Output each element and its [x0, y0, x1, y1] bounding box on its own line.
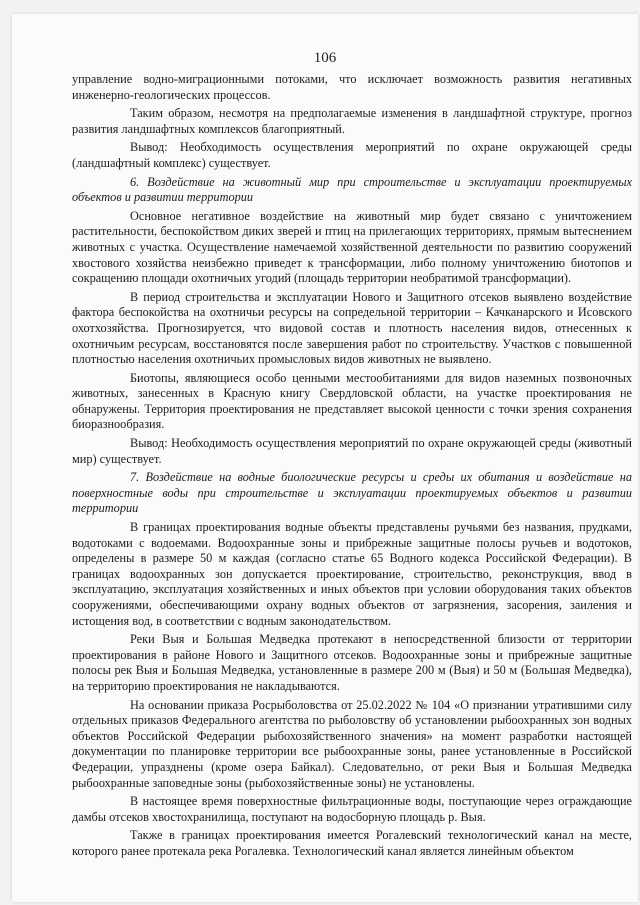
paragraph: Основное негативное воздействие на животный мир будет связано с уничтожением растительности, беспокойством диких зверей и птиц на прилегающих территориях, прямым вытеснением животных с участка. Осуществление намечаемой хозяйственной деятельности по развитию сооружений хвостового хозяйства неизбежно приведет к трансформации, либо полному уничтожению биотопов и сокращению площади охотничьих угодий (площадь территории необратимой трансформации).: [72, 208, 632, 286]
paragraph: Вывод: Необходимость осуществления мероприятий по охране окружающей среды (животный мир) существует.: [72, 436, 632, 466]
paragraph: Биотопы, являющиеся особо ценными местообитаниями для видов наземных позвоночных животных, занесенных в Красную книгу Свердловской области, на участке проектирования не обнаружены. Территория проектирования не представляет высокой ценности с точки зрения сохранения биоразнообразия.: [72, 370, 632, 432]
paragraph: Также в границах проектирования имеется Рогалевский технологический канал на месте, которого ранее протекала река Рогалевка. Технологический канал является линейным объектом: [72, 828, 632, 858]
paragraph: Таким образом, несмотря на предполагаемые изменения в ландшафтной структуре, прогноз развития ландшафтных комплексов благоприятный.: [72, 106, 632, 136]
document-page: [12, 14, 638, 902]
paragraph: Вывод: Необходимость осуществления мероприятий по охране окружающей среды (ландшафтный комплекс) существует.: [72, 140, 632, 170]
section-heading: 7. Воздействие на водные биологические ресурсы и среды их обитания и воздействие на поверхностные воды при строительстве и эксплуатации проектируемых объектов и развитии территории: [72, 470, 632, 516]
paragraph: В период строительства и эксплуатации Нового и Защитного отсеков выявлено воздействие фактора беспокойства на охотничьи ресурсы на сопредельной территории – Качканарского и Исовского охотхозяйства. Прогнозируется, что видовой состав и плотность населения видов, отнесенных к охотничьим ресурсам, восстановятся после завершения работ по строительству. Участков с повышенной плотностью населения охотничьих промысловых видов животных не выявлено.: [72, 289, 632, 367]
section-heading: 6. Воздействие на животный мир при строительстве и эксплуатации проектируемых объектов и развитии территории: [72, 174, 632, 205]
paragraph: управление водно-миграционными потоками, что исключает возможность развития негативных инженерно-геологических процессов.: [72, 72, 632, 102]
paragraph: В границах проектирования водные объекты представлены ручьями без названия, прудками, водотоками с водоемами. Водоохранные зоны и прибрежные защитные полосы ручьев и водотоков, определены в размере 50 м каждая (согласно статье 65 Водного кодекса Российской Федерации). В границах водоохранных зон допускается проектирование, строительство, реконструкция, ввод в эксплуатацию, эксплуатация хозяйственных и иных объектов при условии оборудования таких объектов сооружениями, обеспечивающими охрану водных объектов от загрязнения, засорения, заиления и истощения вод, в соответствии с водным законодательством.: [72, 520, 632, 628]
body-text: [72, 72, 632, 863]
paragraph: В настоящее время поверхностные фильтрационные воды, поступающие через ограждающие дамбы отсеков хвостохранилища, поступают на водосборную площадь р. Выя.: [72, 794, 632, 824]
page-number: 106: [313, 50, 337, 66]
paragraph: Реки Выя и Большая Медведка протекают в непосредственной близости от территории проектирования в районе Нового и Защитного отсеков. Водоохранные зоны и прибрежные защитные полосы рек Выя и Большая Медведка, установленные в размере 200 м (Выя) и 50 м (Большая Медведка), на территорию проектирования не накладываются.: [72, 632, 632, 693]
paragraph: На основании приказа Росрыболовства от 25.02.2022 № 104 «О признании утратившими силу отдельных приказов Федерального агентства по рыболовству об установлении рыбоохранных зон водных объектов Российской Федерации рыбохозяйственного значения» на момент разработки настоящей документации по планировке территории все рыбоохранные зоны, ранее установленные в Российской Федерации, упразднены (кроме озера Байкал). Следовательно, от реки Выя и Большая Медведка рыбоохранные заповедные зоны (рыбохозяйственные зоны) не установлены.: [72, 697, 632, 790]
